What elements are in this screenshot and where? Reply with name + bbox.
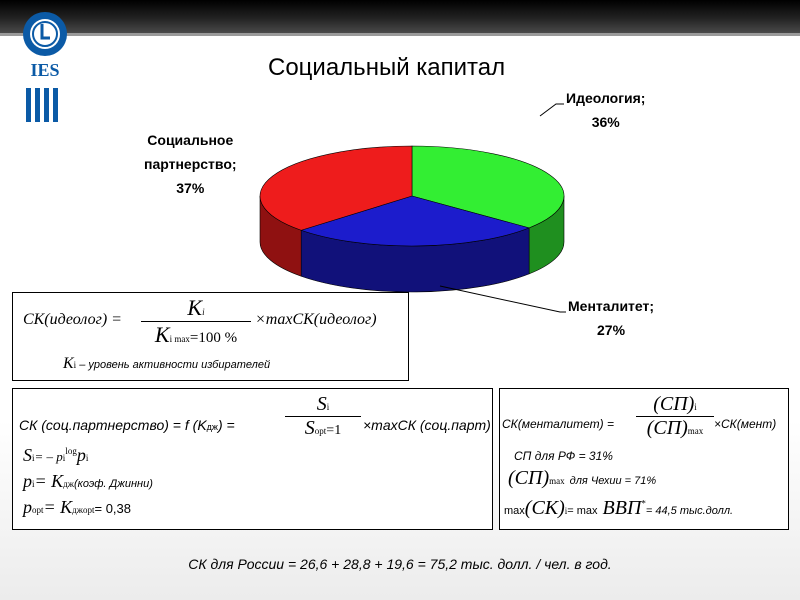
leader-line-mentality — [440, 286, 566, 312]
formula-mentality-line2: (СП)max для Чехии = 71% — [508, 467, 657, 489]
formula-box-ideology — [12, 292, 409, 381]
formula-ideology-num: K — [187, 295, 203, 320]
formula-ideology-rhs: ×maxСК(идеолог) — [255, 311, 377, 328]
formula-mentality-rhs: ×СК(мент) — [714, 417, 777, 431]
formula-ideology-note: Ki – уровень активности избирателей — [63, 355, 271, 372]
formula-ideology-fraction — [141, 295, 251, 348]
formula-partnership-rhs: ×maxСК (соц.парт) — [363, 417, 491, 433]
formula-ideology-den-rest: =100 % — [189, 330, 238, 346]
formula-partnership-line3: popt= Kджopt= 0,38 — [23, 497, 131, 517]
label-partnership-pct: 37% — [176, 180, 205, 196]
formula-mentality-line1: СП для РФ = 31% — [514, 449, 613, 463]
formula-ideology-den-sub: i max — [169, 334, 190, 344]
formula-partnership-fraction: Si Sopt=1 — [285, 393, 361, 440]
formula-partnership-lhs: СК (соц.партнерство) = f (Kдж) = — [19, 417, 235, 433]
formula-box-partnership — [12, 388, 493, 530]
formula-ideology-den: K — [154, 322, 170, 347]
formula-ideology-lhs: СК(идеолог) = — [23, 311, 122, 328]
label-ideology — [566, 86, 645, 134]
label-ideology-name: Идеология; — [566, 90, 646, 106]
formula-mentality-lhs: СК(менталитет) = — [502, 417, 614, 431]
label-mentality — [568, 294, 654, 342]
formula-mentality-fraction: (СП)i (СП)max — [636, 393, 714, 440]
label-partnership — [144, 128, 237, 200]
label-mentality-name: Менталитет; — [568, 298, 655, 314]
label-ideology-pct: 36% — [591, 114, 620, 130]
formula-ideology-num-sub: i — [202, 307, 205, 317]
formula-partnership-line2: pi= Kдж(коэф. Джинни) — [23, 471, 153, 491]
label-partnership-line2: партнерство; — [144, 156, 237, 172]
bottom-formula: СК для России = 26,6 + 28,8 + 19,6 = 75,2 тыс. долл. / чел. в год. — [188, 556, 612, 572]
formula-box-mentality — [499, 388, 789, 530]
formula-partnership-line1: $Si= - pi^{log}pi$ — [23, 445, 89, 465]
formula-mentality-line3: max(СК)i= max ВВП*= 44,5 тыс.долл. — [504, 497, 734, 519]
label-partnership-line1: Социальное — [147, 132, 234, 148]
logo-text: IES — [30, 60, 60, 80]
leader-line-ideology — [540, 104, 564, 116]
label-mentality-pct: 27% — [597, 322, 626, 338]
page-title: Социальный капитал — [268, 54, 506, 81]
